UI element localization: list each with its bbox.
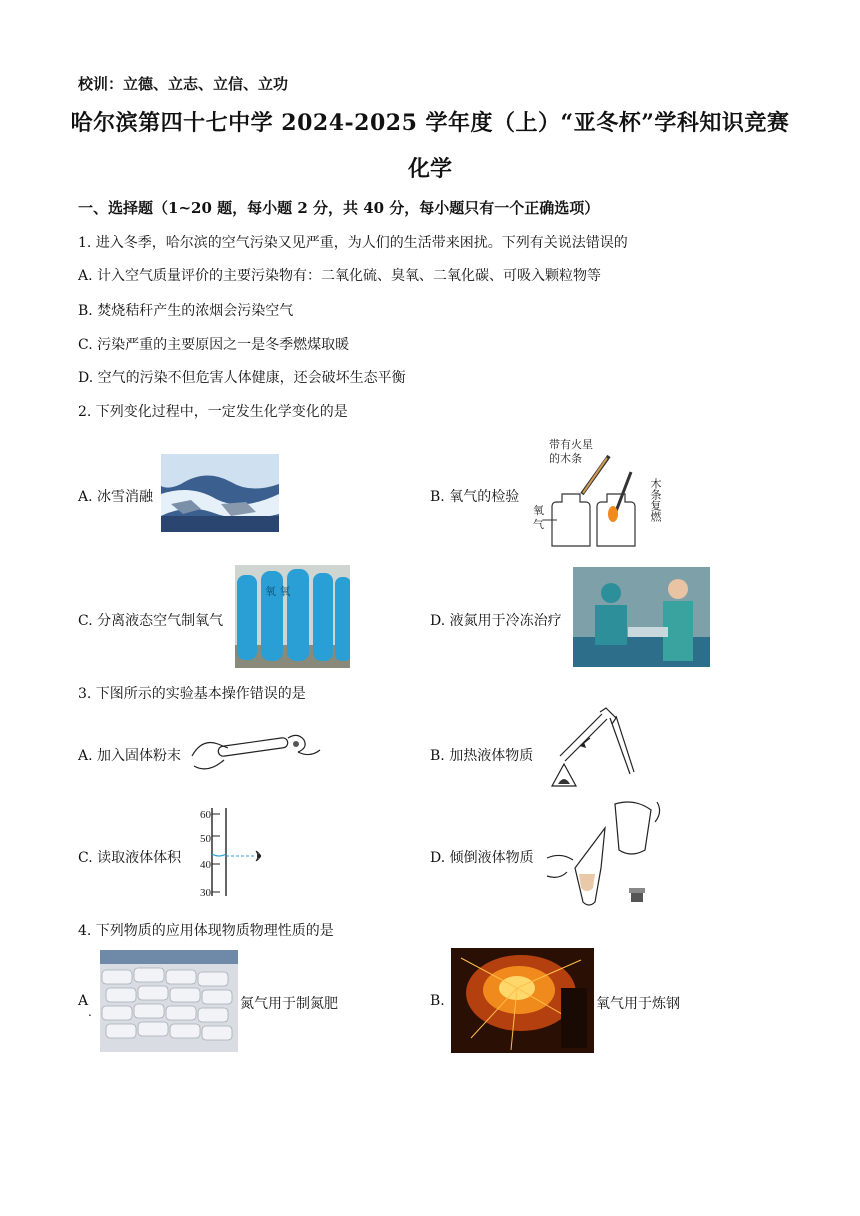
q3-stem: 3. 下图所示的实验基本操作错误的是	[78, 686, 306, 702]
fig-b-label-gas: 氧	[533, 505, 544, 517]
cryotherapy-photo	[573, 567, 710, 667]
q1-option-d: D. 空气的污染不但危害人体健康，还会破坏生态平衡	[78, 370, 406, 386]
q4-option-a-prefix: A	[78, 993, 89, 1009]
steelmaking-photo	[451, 948, 594, 1053]
fig-b-label-top2: 的木条	[549, 453, 582, 465]
fig-c-tank-label: 氧 氧	[265, 585, 291, 598]
heating-liquid-diagram	[540, 706, 635, 796]
fig-b-label-gas2: 气	[533, 519, 544, 531]
q4-option-b-prefix: B.	[430, 993, 445, 1009]
q1-stem: 1. 进入冬季，哈尔滨的空气污染又见严重，为人们的生活带来困扰。下列有关说法错误的	[78, 235, 628, 251]
cylinder-tick-30: 30	[200, 887, 211, 898]
q1-option-c: C. 污染严重的主要原因之一是冬季燃煤取暖	[78, 337, 350, 353]
q2-option-c: C. 分离液态空气制氧气	[78, 613, 224, 629]
oxygen-cylinders-photo	[235, 565, 350, 668]
exam-subject: 化学	[407, 156, 452, 182]
q2-option-d: D. 液氮用于冷冻治疗	[430, 613, 562, 629]
cylinder-tick-60: 60	[200, 809, 211, 821]
q4-option-a-text: 氮气用于制氮肥	[240, 996, 338, 1012]
ice-melting-photo	[161, 454, 279, 532]
pouring-liquid-diagram	[545, 798, 663, 910]
q2-option-b: B. 氧气的检验	[430, 489, 520, 505]
fertilizer-bags-photo	[100, 950, 238, 1052]
fig-b-label-right: 木条复燃	[649, 478, 661, 522]
q2-option-a: A. 冰雪消融	[78, 489, 154, 505]
q3-option-c: C. 读取液体体积	[78, 850, 182, 866]
cylinder-tick-40: 40	[200, 859, 211, 871]
q2-stem: 2. 下列变化过程中，一定发生化学变化的是	[78, 404, 348, 420]
school-motto: 校训：立德、立志、立信、立功	[78, 75, 289, 93]
q4-option-b-text: 氧气用于炼钢	[596, 996, 680, 1012]
oxygen-test-diagram	[527, 434, 672, 552]
q1-option-a: A. 计入空气质量评价的主要污染物有：二氧化硫、臭氧、二氧化碳、可吸入颗粒物等	[78, 268, 602, 284]
q1-option-b: B. 焚烧秸秆产生的浓烟会污染空气	[78, 303, 294, 319]
q3-option-b: B. 加热液体物质	[430, 748, 534, 764]
fig-b-label-top: 带有火星	[549, 439, 593, 451]
graduated-cylinder-diagram	[190, 806, 272, 898]
solid-powder-diagram	[188, 726, 323, 778]
q3-option-a: A. 加入固体粉末	[78, 748, 182, 764]
cylinder-tick-50: 50	[200, 833, 211, 845]
section-heading: 一、选择题（1~20 题，每小题 2 分，共 40 分，每小题只有一个正确选项）	[78, 199, 600, 217]
exam-title: 哈尔滨第四十七中学 2024-2025 学年度（上）“亚冬杯”学科知识竞赛	[70, 110, 790, 136]
q4-stem: 4. 下列物质的应用体现物质物理性质的是	[78, 923, 334, 939]
q3-option-d: D. 倾倒液体物质	[430, 850, 534, 866]
q4-option-a-dot: .	[88, 1005, 92, 1019]
